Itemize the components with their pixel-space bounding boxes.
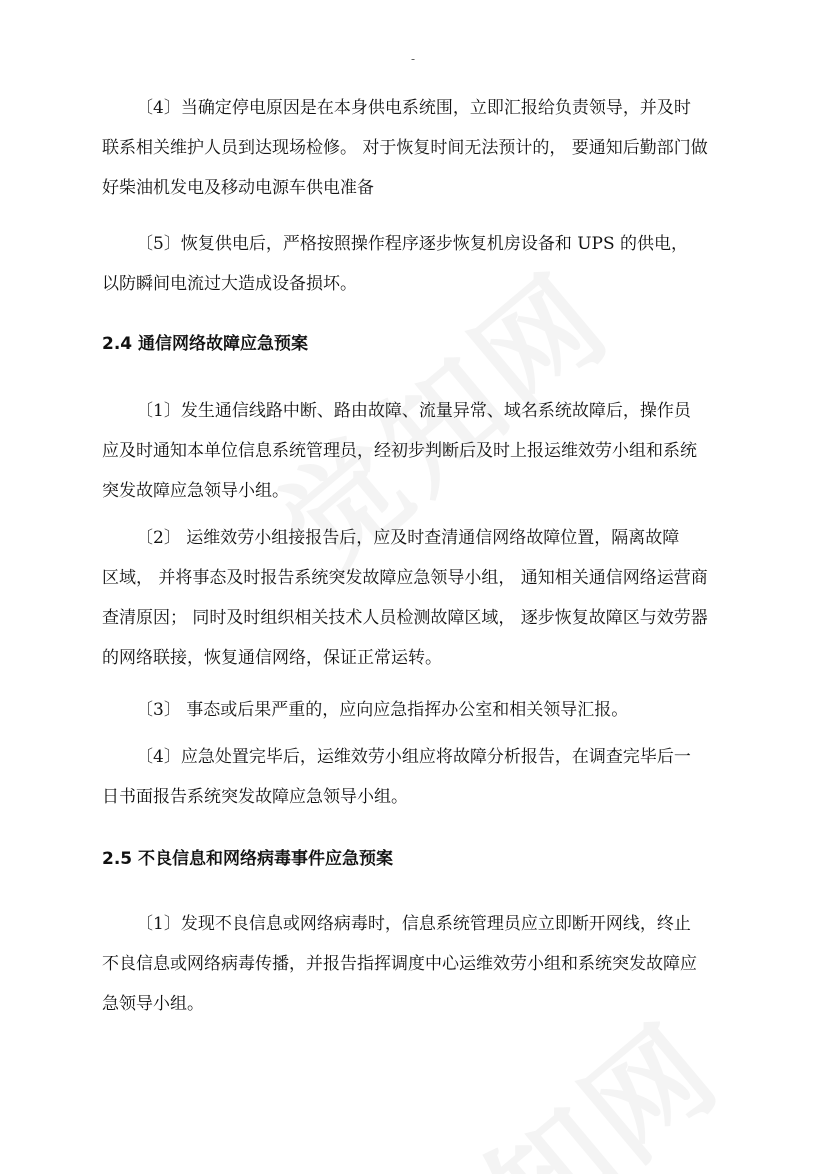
text-line: 突发故障应急领导小组。 [102,481,289,501]
paragraph-virus-1 [102,904,712,1024]
text-line: 好柴油机发电及移动电源车供电准备 [102,178,374,198]
text-line: 日书面报告系统突发故障应急领导小组。 [102,787,408,807]
text-line: 〔4〕应急处置完毕后，运维效劳小组应将故障分析报告，在调查完毕后一 [136,747,691,767]
text-line: 〔1〕发现不良信息或网络病毒时，信息系统管理员应立即断开网线，终止 [136,914,691,934]
text-line: 区域， 并将事态及时报告系统突发故障应急领导小组， 通知相关通信网络运营商 [102,568,708,588]
paragraph-network-1 [102,391,712,511]
text-line: 〔4〕当确定停电原因是在本身供电系统围，立即汇报给负责领导，并及时 [136,98,691,118]
text-line: 〔2〕 运维效劳小组接报告后，应及时查清通信网络故障位置，隔离故障 [136,528,680,548]
text-line: 〔5〕恢复供电后，严格按照操作程序逐步恢复机房设备和 UPS 的供电， [136,234,689,254]
paragraph-network-3 [102,690,712,730]
section-heading-2-4: 2.4 通信网络故障应急预案 [102,334,309,354]
text-line: 急领导小组。 [102,994,204,1014]
text-line: 应及时通知本单位信息系统管理员，经初步判断后及时上报运维效劳小组和系统 [102,441,697,461]
text-line: 查清原因； 同时及时组织相关技术人员检测故障区域， 逐步恢复故障区与效劳器 [102,608,708,628]
paragraph-network-2 [102,518,712,678]
paragraph-power-5 [102,224,712,304]
page-header-mark: - [411,52,416,66]
paragraph-network-4 [102,737,712,817]
paragraph-power-4 [102,88,712,208]
text-line: 以防瞬间电流过大造成设备损坏。 [102,274,357,294]
text-line: 〔1〕发生通信线路中断、路由故障、流量异常、域名系统故障后，操作员 [136,401,691,421]
text-line: 〔3〕 事态或后果严重的，应向应急指挥办公室和相关领导汇报。 [136,700,629,720]
text-line: 不良信息或网络病毒传播，并报告指挥调度中心运维效劳小组和系统突发故障应 [102,954,697,974]
section-heading-2-5: 2.5 不良信息和网络病毒事件应急预案 [102,849,394,869]
text-line: 的网络联接，恢复通信网络，保证正常运转。 [102,648,442,668]
text-line: 联系相关维护人员到达现场检修。 对于恢复时间无法预计的， 要通知后勤部门做 [102,138,708,158]
